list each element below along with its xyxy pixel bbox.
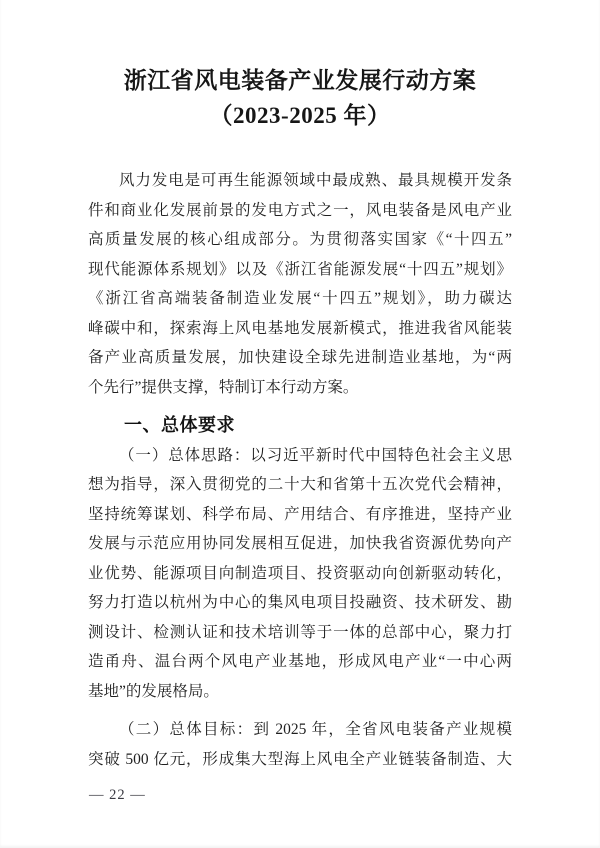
- body-line: 峰碳中和，探索海上风电基地发展新模式，推进我省风能装: [88, 319, 512, 337]
- body-line: （二）总体目标：到 2025 年，全省风电装备产业规模: [119, 721, 512, 738]
- body-line: 现代能源体系规划》以及《浙江省能源发展“十四五”规划》: [88, 260, 512, 278]
- body-line: 坚持统筹谋划、科学布局、产用结合、有序推进，坚持产业: [88, 505, 512, 523]
- body-line: 发展与示范应用协同发展相互促进，加快我省资源优势向产: [88, 535, 512, 552]
- doc-title-line2: （2023-2025 年）: [209, 103, 391, 128]
- overall-target-paragraph: [88, 715, 512, 774]
- section-heading-overall-requirements: 一、总体要求: [124, 415, 235, 435]
- body-line: 个先行”提供支撑，特制订本行动方案。: [88, 378, 359, 396]
- body-line: 件和商业化发展前景的发电方式之一，风电装备是风电产业: [88, 201, 512, 219]
- body-line: 努力打造以杭州为中心的集风电项目投融资、技术研发、勘: [88, 594, 512, 611]
- body-line: 测设计、检测认证和技术培训等于一体的总部中心，聚力打: [88, 623, 512, 641]
- body-line: 高质量发展的核心组成部分。为贯彻落实国家《“十四五”: [88, 231, 512, 248]
- doc-title: [88, 63, 512, 133]
- body-line: 业优势、能源项目向制造项目、投资驱动向创新驱动转化，: [88, 564, 512, 582]
- intro-paragraph: [88, 166, 512, 402]
- general-approach-paragraph: [88, 441, 512, 707]
- body-line: 备产业高质量发展，加快建设全球先进制造业基地，为“两: [88, 349, 512, 366]
- body-line: 风力发电是可再生能源领域中最成熟、最具规模开发条: [119, 172, 512, 189]
- page-number: — 22 —: [89, 787, 146, 803]
- body-line: 《浙江省高端装备制造业发展“十四五”规划》，助力碳达: [88, 290, 512, 307]
- body-line: （一）总体思路：以习近平新时代中国特色社会主义思: [119, 446, 512, 464]
- doc-title-line1: 浙江省风电装备产业发展行动方案: [123, 68, 477, 93]
- body-line: 造甬舟、温台两个风电产业基地，形成风电产业“一中心两: [88, 653, 512, 670]
- body-line: 基地”的发展格局。: [88, 682, 219, 700]
- body-line: 想为指导，深入贯彻党的二十大和省第十五次党代会精神，: [88, 476, 512, 493]
- doc-body: [88, 166, 512, 774]
- body-line: 突破 500 亿元，形成集大型海上风电全产业链装备制造、大: [88, 750, 512, 768]
